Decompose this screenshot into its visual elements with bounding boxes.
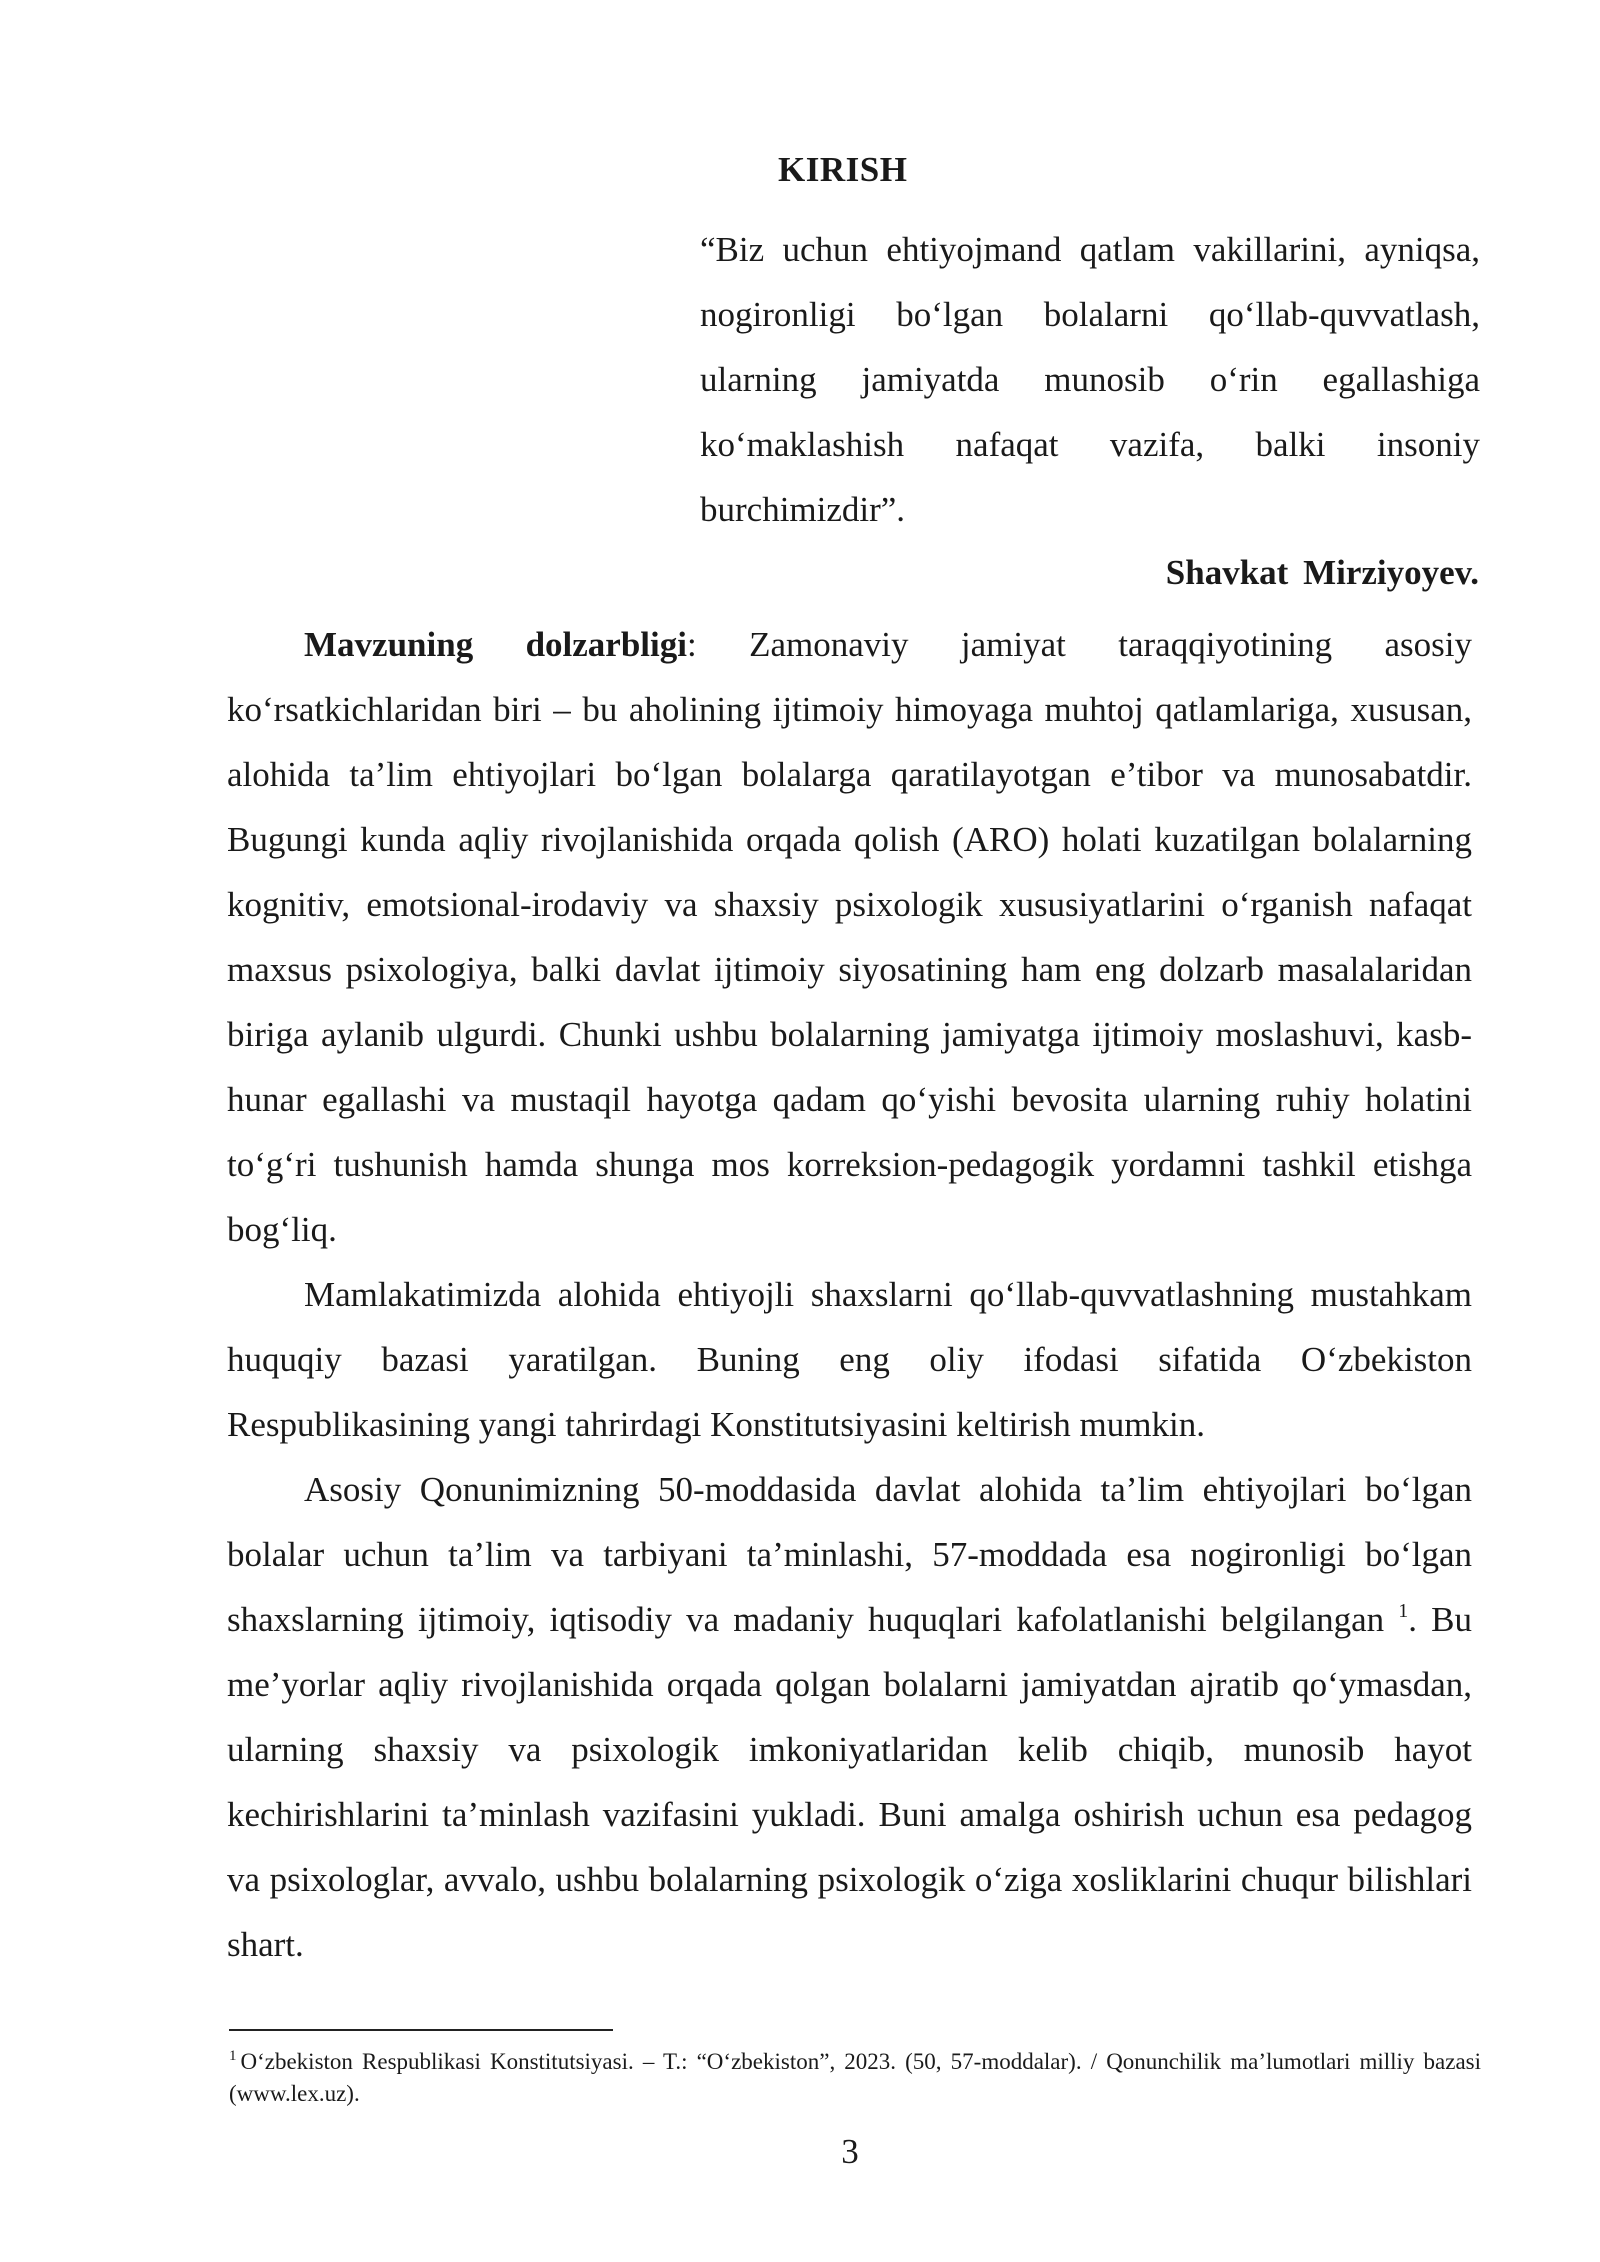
paragraph-lead-colon: : (686, 625, 697, 664)
paragraph-text: Zamonaviy jamiyat taraqqiyotining asosiy ko‘rsatkichlaridan biri – bu aholining ijtimoiy himoyaga muhtoj qatlamlariga, xususan, alohida ta’lim ehtiyojlari bo‘lgan bolalarga qaratilayotgan e’tibor va munosabatdir. Bugungi kunda aqliy rivojlanishida orqada qolish (ARO) holati kuzatilgan bolalarning kognitiv, emotsional-irodaviy va shaxsiy psixologik xususiyatlarini o‘rganish nafaqat maxsus psixologiya, balki davlat ijtimoiy siyosatining ham eng dolzarb masalalaridan biriga aylanib ulgurdi. Chunki ushbu bolalarning jamiyatga ijtimoiy moslashuvi, kasb-hunar egallashi va mustaqil hayotga qadam qo‘yishi bevosita ularning ruhiy holatini to‘g‘ri tushunish hamda shunga mos korreksion-pedagogik yordamni tashkil etishga bog‘liq. (227, 625, 1472, 1249)
page-number: 3 (841, 2132, 859, 2171)
footnote-reference[interactable]: 1 (1398, 1600, 1409, 1622)
paragraph-text: Asosiy Qonunimizning 50-moddasida davlat alohida ta’lim ehtiyojlari bo‘lgan bolalar uchun ta’lim va tarbiyani ta’minlashi, 57-moddada esa nogironligi bo‘lgan shaxslarning ijtimoiy, iqtisodiy va madaniy huquqlari kafolatlanishi belgilangan (227, 1470, 1472, 1639)
paragraph-constitution (227, 1457, 1472, 1977)
paragraph-legal-base: Mamlakatimizda alohida ehtiyojli shaxslarni qo‘llab-quvvatlashning mustahkam huquqiy bazasi yaratilgan. Buning eng oliy ifodasi sifatida O‘zbekiston Respublikasining yangi tahrirdagi Konstitutsiyasini keltirish mumkin. (227, 1275, 1472, 1444)
epigraph-quote: “Biz uchun ehtiyojmand qatlam vakillarini, ayniqsa, nogironligi bo‘lgan bolalarni qo‘llab-quvvatlash, ularning jamiyatda munosib o‘rin egallashiga ko‘maklashish nafaqat vazifa, balki insoniy burchimizdir”. (700, 230, 1480, 529)
section-heading: KIRISH (778, 150, 908, 189)
paragraph-lead: Mavzuning dolzarbligi (304, 625, 687, 664)
paragraph-text: . Bu me’yorlar aqliy rivojlanishida orqada qolgan bolalarni jamiyatdan ajratib qo‘ymasdan, ularning shaxsiy va psixologik imkoniyatlaridan kelib chiqib, munosib hayot kechirishlarini ta’minlash vazifasini yukladi. Buni amalga oshirish uchun esa pedagog va psixologlar, avvalo, ushbu bolalarning psixologik o‘ziga xosliklarini chuqur bilishlari shart. (227, 1600, 1472, 1964)
epigraph-author: Shavkat Mirziyoyev. (1165, 553, 1479, 592)
footnote-text: O‘zbekiston Respublikasi Konstitutsiyasi. – T.: “O‘zbekiston”, 2023. (50, 57-moddalar). / Qonunchilik ma’lumotlari milliy bazasi (www.lex.uz). (229, 2049, 1481, 2106)
paragraph-relevance (227, 612, 1472, 1262)
footnote-separator (229, 2029, 613, 2031)
footnote (229, 2046, 1481, 2110)
footnote-marker: 1 (229, 2048, 237, 2064)
body-text (227, 612, 1472, 1977)
